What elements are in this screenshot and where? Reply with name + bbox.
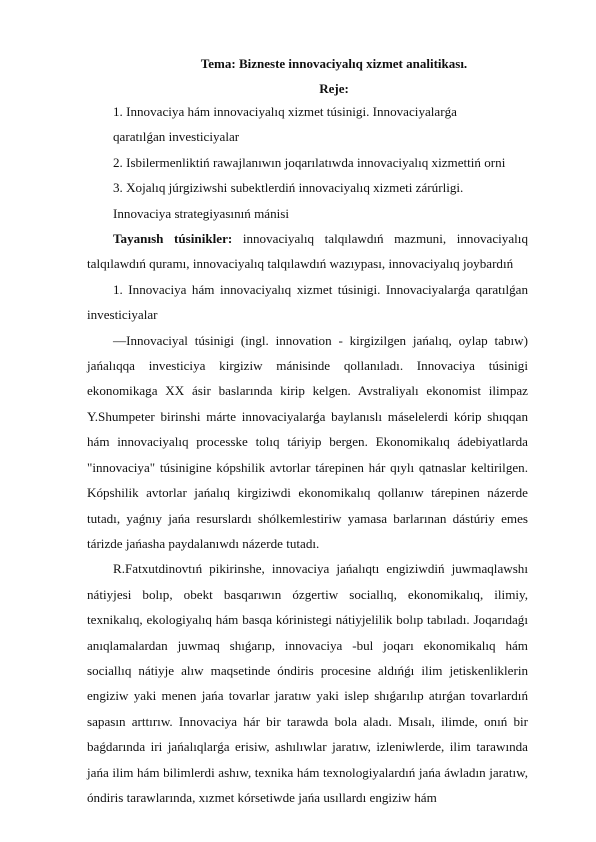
plan-item: 1. Innovaciya hám innovaciyalıq xizmet túsinigi. Innovaciyalarǵa	[113, 104, 457, 119]
key-concepts-paragraph	[87, 226, 528, 277]
document-title: Tema: Bizneste innovaciyalıq xizmet analitikası.	[200, 56, 468, 71]
plan-item: Innovaciya strategiyasınıń mánisi	[113, 205, 289, 221]
key-concepts-text: innovaciyalıq talqılawdıń mazmuni, innovaciyalıq talqılawdıń quramı, innovaciyalıq talqılawdıń wazıypası, innovaciyalıq joybardıń	[87, 231, 528, 272]
body-paragraph-2: R.Fatxutdinovtıń pikirinshe, innovaciya jańalıqtı engiziwdiń juwmaqlawshı nátiyjesi bolıp, obekt basqarıwın ózgertiw sociallıq, ekonomikalıq, ilimiy, texnikalıq, ekologiyalıq hám basqa kórinistegi nátiyjelilik bolıp tabıladı. Joqarıdaǵı anıqlamalardan juwmaq shıǵarıp, innovaciya -bul joqarı ekonomikalıq hám sociallıq nátiyje alıw maqsetinde óndiris procesine aldıńǵı ilim jetiskenliklerin engiziw yaki menen jańa tovarlar jaratıw yaki islep shıǵarılıp atırǵan tovarlardıń sapasın arttırıw. Innovaciya hár bir tarawda bola aladı. Mısalı, ilimde, onıń bir baǵdarında iri jańalıqlarǵa erisiw, ashılıwlar jaratıw, izleniwlerde, ilim tarawında jańa ilim hám bilimlerdi ashıw, texnika hám texnologiyalardıń jańa áwladın jaratıw, óndiris tarawlarında, xızmet kórsetiwde jańa usıllardı engiziw hám	[87, 561, 528, 805]
section-heading: 1. Innovaciya hám innovaciyalıq xizmet túsinigi. Innovaciyalarǵa qaratılǵan investiciyalar	[87, 281, 528, 323]
plan-item: 2. Isbilermenliktiń rawajlanıwın joqarılatıwda innovaciyalıq xizmettiń orni	[113, 154, 506, 170]
plan-heading: Reje:	[319, 81, 349, 96]
plan-item: 3. Xojalıq júrgiziwshi subektlerdiń innovaciyalıq xizmeti zárúrligi.	[113, 180, 464, 196]
plan-item: qaratılǵan investiciyalar	[113, 129, 240, 145]
document-body	[87, 99, 528, 810]
body-paragraph-1: —Innovaciyal túsinigi (ingl. innovation - kirgizilgen jańalıq, oylap tabıw) jańalıqqa investiciya kirgiziw mánisinde qollanıladı. Innovaciya túsinigi ekonomikaga XX ásir baslarında kirip kelgen. Avstraliyalı ekonomist ilimpaz Y.Shumpeter birinshi márte innovaciyalarǵa baylanıslı máselelerdi kórip shıqqan hám innovaciyalıq processke tolıq táriyip bergen. Ekonomikalıq ádebiyatlarda "innovaciya" túsinigine kópshilik avtorlar tárepinen hár qıylı qatnaslar keltirilgen. Kópshilik avtorlar jańalıq kirgiziwdi ekonomikalıq qollanıw tárepinen názerde tutadı, yaǵnıy jańa resurslardı shólkemlestiriw yamasa barlarınan dástúriy emes tárizde jańasha paydalanıwdı názerde tutadı.	[87, 332, 528, 551]
key-concepts-label: Tayanısh túsinikler:	[113, 231, 233, 247]
